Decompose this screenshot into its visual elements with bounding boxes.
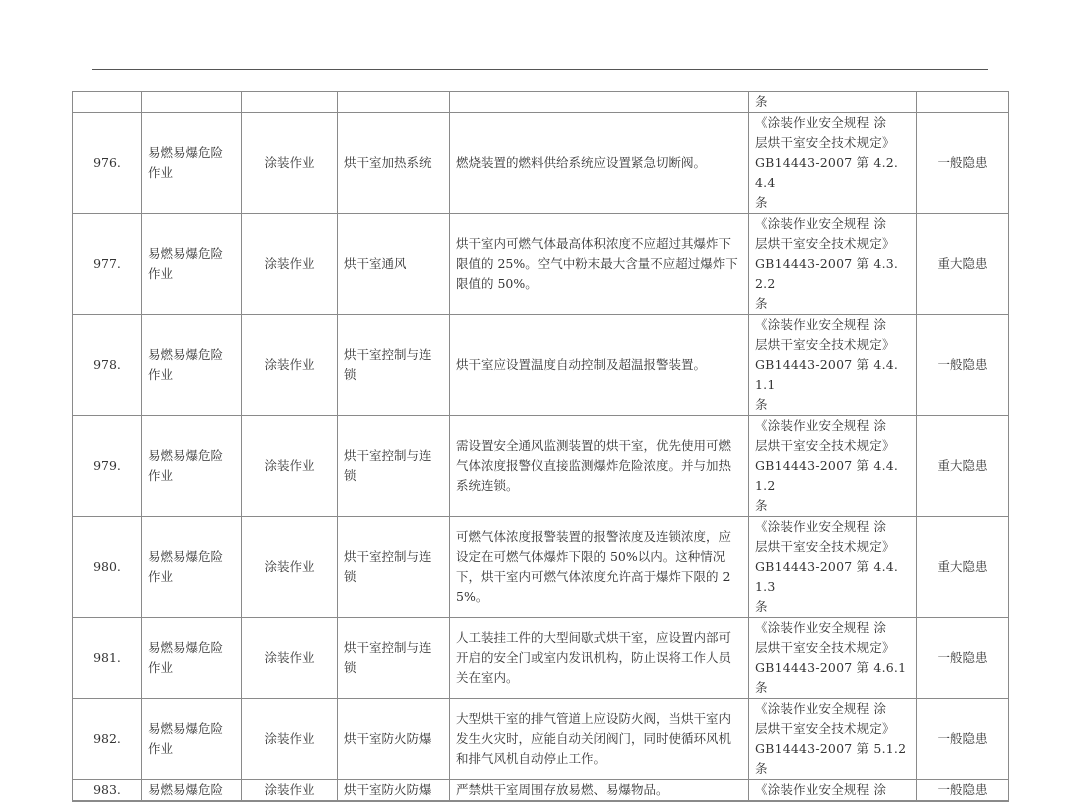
cell-work: 涂装作业 [242, 214, 338, 315]
cell-level [917, 92, 1009, 113]
hazard-table [72, 91, 1009, 802]
cell-level: 重大隐患 [917, 214, 1009, 315]
table-row [73, 618, 1009, 699]
cell-no: 979. [73, 416, 142, 517]
cell-requirement [450, 92, 749, 113]
cell-work: 涂装作业 [242, 113, 338, 214]
cell-category: 易燃易爆危险 作业 [142, 113, 242, 214]
cell-work: 涂装作业 [242, 699, 338, 780]
cell-level: 重大隐患 [917, 517, 1009, 618]
cell-area: 烘干室防火防爆 [338, 780, 450, 802]
cell-standard: 《涂装作业安全规程 涂 层烘干室安全技术规定》 GB14443-2007 第 4.4.1.3 条 [749, 517, 917, 618]
cell-category: 易燃易爆危险 作业 [142, 214, 242, 315]
table-row [73, 416, 1009, 517]
cell-standard: 《涂装作业安全规程 涂 层烘干室安全技术规定》 GB14443-2007 第 4.4.1.1 条 [749, 315, 917, 416]
table-row [73, 214, 1009, 315]
cell-area: 烘干室控制与连 锁 [338, 517, 450, 618]
cell-requirement: 需设置安全通风监测装置的烘干室，优先使用可燃气体浓度报警仪直接监测爆炸危险浓度。并与加热系统连锁。 [450, 416, 749, 517]
cell-standard: 《涂装作业安全规程 涂 层烘干室安全技术规定》 GB14443-2007 第 4.2.4.4 条 [749, 113, 917, 214]
cell-standard: 《涂装作业安全规程 涂 [749, 780, 917, 802]
table-row [73, 517, 1009, 618]
table-row-continuation [73, 92, 1009, 113]
cell-requirement: 烘干室应设置温度自动控制及超温报警装置。 [450, 315, 749, 416]
cell-category [142, 92, 242, 113]
cell-no: 981. [73, 618, 142, 699]
cell-standard: 条 [749, 92, 917, 113]
cell-no: 980. [73, 517, 142, 618]
cell-standard: 《涂装作业安全规程 涂 层烘干室安全技术规定》 GB14443-2007 第 4.4.1.2 条 [749, 416, 917, 517]
cell-requirement: 烘干室内可燃气体最高体积浓度不应超过其爆炸下限值的 25%。空气中粉末最大含量不应超过爆炸下限值的 50%。 [450, 214, 749, 315]
cell-category: 易燃易爆危险 作业 [142, 517, 242, 618]
cell-area: 烘干室控制与连 锁 [338, 618, 450, 699]
cell-work: 涂装作业 [242, 315, 338, 416]
cell-standard: 《涂装作业安全规程 涂 层烘干室安全技术规定》 GB14443-2007 第 4.6.1 条 [749, 618, 917, 699]
cell-work: 涂装作业 [242, 780, 338, 802]
cell-level: 一般隐患 [917, 618, 1009, 699]
cell-area: 烘干室控制与连 锁 [338, 416, 450, 517]
cell-category: 易燃易爆危险 作业 [142, 416, 242, 517]
cell-level: 一般隐患 [917, 113, 1009, 214]
cell-no: 976. [73, 113, 142, 214]
cell-no: 978. [73, 315, 142, 416]
cell-no: 982. [73, 699, 142, 780]
cell-requirement: 可燃气体浓度报警装置的报警浓度及连锁浓度，应设定在可燃气体爆炸下限的 50%以内。这种情况下，烘干室内可燃气体浓度允许高于爆炸下限的 25%。 [450, 517, 749, 618]
cell-work: 涂装作业 [242, 416, 338, 517]
page-header-rule [92, 69, 988, 70]
cell-category: 易燃易爆危险 [142, 780, 242, 802]
cell-level: 一般隐患 [917, 699, 1009, 780]
cell-standard: 《涂装作业安全规程 涂 层烘干室安全技术规定》 GB14443-2007 第 4.3.2.2 条 [749, 214, 917, 315]
table-row [73, 113, 1009, 214]
table-row [73, 780, 1009, 802]
cell-level: 一般隐患 [917, 315, 1009, 416]
cell-area: 烘干室控制与连 锁 [338, 315, 450, 416]
cell-work [242, 92, 338, 113]
cell-work: 涂装作业 [242, 618, 338, 699]
cell-level: 一般隐患 [917, 780, 1009, 802]
cell-no [73, 92, 142, 113]
cell-level: 重大隐患 [917, 416, 1009, 517]
cell-requirement: 严禁烘干室周围存放易燃、易爆物品。 [450, 780, 749, 802]
cell-standard: 《涂装作业安全规程 涂 层烘干室安全技术规定》 GB14443-2007 第 5.1.2 条 [749, 699, 917, 780]
cell-no: 977. [73, 214, 142, 315]
table-row [73, 315, 1009, 416]
cell-area: 烘干室防火防爆 [338, 699, 450, 780]
cell-area: 烘干室加热系统 [338, 113, 450, 214]
cell-category: 易燃易爆危险 作业 [142, 315, 242, 416]
cell-area [338, 92, 450, 113]
cell-category: 易燃易爆危险 作业 [142, 618, 242, 699]
cell-work: 涂装作业 [242, 517, 338, 618]
cell-requirement: 大型烘干室的排气管道上应设防火阀，当烘干室内发生火灾时，应能自动关闭阀门，同时使循环风机和排气风机自动停止工作。 [450, 699, 749, 780]
cell-area: 烘干室通风 [338, 214, 450, 315]
table-row [73, 699, 1009, 780]
cell-requirement: 燃烧装置的燃料供给系统应设置紧急切断阀。 [450, 113, 749, 214]
cell-no: 983. [73, 780, 142, 802]
cell-requirement: 人工装挂工件的大型间歇式烘干室，应设置内部可开启的安全门或室内发讯机构，防止误将工作人员关在室内。 [450, 618, 749, 699]
cell-category: 易燃易爆危险 作业 [142, 699, 242, 780]
